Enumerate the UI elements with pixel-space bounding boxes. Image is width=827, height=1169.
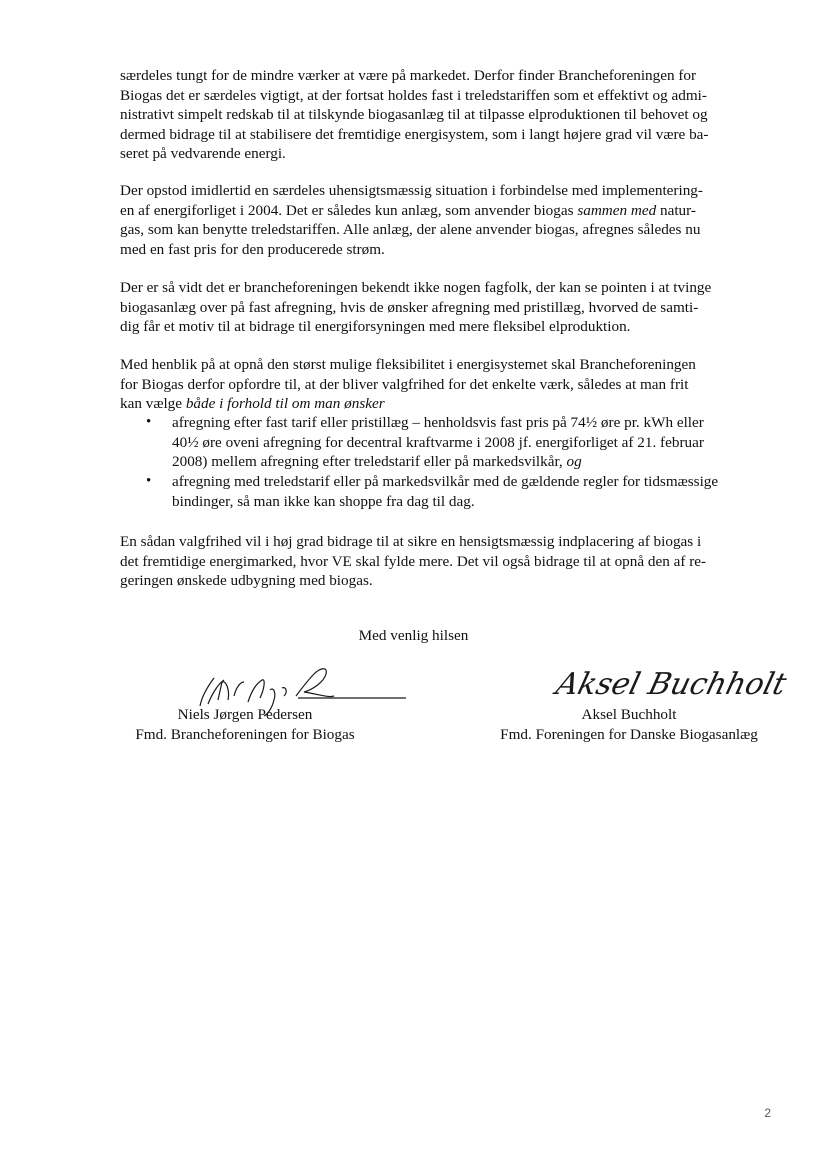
paragraph-2 xyxy=(120,181,775,259)
text-line: geringen ønskede udbygning med biogas. xyxy=(120,572,373,589)
text-line: 40½ øre oveni afregning for decentral kraftvarme i 2008 jf. energiforliget af 21. februar xyxy=(172,433,704,451)
signatory-title: Fmd. Brancheforeningen for Biogas xyxy=(135,725,355,743)
text-line: afregning efter fast tarif eller pristillæg – henholdsvis fast pris på 74½ øre pr. kWh eller xyxy=(172,414,704,431)
signature-text: Aksel Buchholt xyxy=(552,667,790,702)
signatory-right xyxy=(484,705,774,744)
text-line: Med henblik på at opnå den størst mulige fleksibilitet i energisystemet skal Brancheforeningen xyxy=(120,356,696,373)
text-line: bindinger, så man ikke kan shoppe fra dag til dag. xyxy=(172,492,475,510)
text-line: Biogas det er særdeles vigtigt, at der fortsat holdes fast i treledstariffen som et effektivt og admi- xyxy=(120,86,707,104)
signatory-name: Niels Jørgen Pedersen xyxy=(177,706,313,723)
text-segment: en af energiforliget i 2004. Det er således kun anlæg, som anvender biogas xyxy=(120,201,574,219)
paragraph-1 xyxy=(120,66,775,164)
text-line: Der opstod imidlertid en særdeles uhensigtsmæssig situation i forbindelse med implementering- xyxy=(120,182,703,199)
bullet-text xyxy=(172,472,782,511)
text-line: det fremtidige energimarked, hvor VE skal fylde mere. Det vil også bidrage til at opnå den af re- xyxy=(120,552,707,570)
text-line xyxy=(120,394,775,414)
text-segment: kan vælge xyxy=(120,395,183,412)
bullet-text xyxy=(172,413,782,472)
text-line: gas, som kan benytte treledstariffen. Alle anlæg, der alene anvender biogas, afregnes således nu xyxy=(120,221,701,238)
page-number: 2 xyxy=(764,1106,771,1120)
signatory-left xyxy=(120,705,370,744)
signatory-name: Aksel Buchholt xyxy=(581,706,677,723)
text-line xyxy=(120,201,775,221)
text-line: dig får et motiv til at bidrage til energiforsyningen med mere fleksibel elproduktion. xyxy=(120,318,631,335)
signature-aksel-buchholt xyxy=(552,656,790,706)
text-line: seret på vedvarende energi. xyxy=(120,145,286,162)
text-line: særdeles tungt for de mindre værker at være på markedet. Derfor finder Brancheforeningen for xyxy=(120,67,697,84)
paragraph-3 xyxy=(120,278,775,337)
paragraph-4 xyxy=(120,355,775,515)
text-segment: 2008) mellem afregning efter treledstarif eller på markedsvilkår, xyxy=(172,453,563,470)
emphasis-text: og xyxy=(566,453,582,470)
emphasis-text: både i forhold til om man ønsker xyxy=(185,395,385,412)
text-line: nistrativt simpelt redskab til at tilskynde biogasanlæg til at tilpasse elproduktionen til behovet og xyxy=(120,106,708,123)
text-line: Der er så vidt det er brancheforeningen bekendt ikke nogen fagfolk, der kan se pointen i at tvinge xyxy=(120,279,712,296)
signatory-title: Fmd. Foreningen for Danske Biogasanlæg xyxy=(500,725,758,743)
text-line: En sådan valgfrihed vil i høj grad bidrage til at sikre en hensigtsmæssig indplacering af biogas i xyxy=(120,533,702,550)
text-line: for Biogas derfor opfordre til, at der bliver valgfrihed for det enkelte værk, således at man frit xyxy=(120,375,689,393)
text-line: med en fast pris for den producerede strøm. xyxy=(120,240,385,258)
bullet-icon: • xyxy=(146,473,152,489)
text-line: biogasanlæg over på fast afregning, hvis de ønsker afregning med pristillæg, hvorved de samti- xyxy=(120,298,699,316)
emphasis-text: sammen med xyxy=(577,201,657,219)
text-line: dermed bidrage til at stabilisere det fremtidige energisystem, som i langt højere grad vil være ba- xyxy=(120,125,709,143)
bullet-icon: • xyxy=(146,414,152,430)
closing-greeting: Med venlig hilsen xyxy=(358,627,469,644)
paragraph-5 xyxy=(120,532,775,591)
text-line: afregning med treledstarif eller på markedsvilkår med de gældende regler for tidsmæssige xyxy=(172,473,719,490)
text-segment: natur- xyxy=(656,201,696,219)
text-line xyxy=(172,452,782,472)
